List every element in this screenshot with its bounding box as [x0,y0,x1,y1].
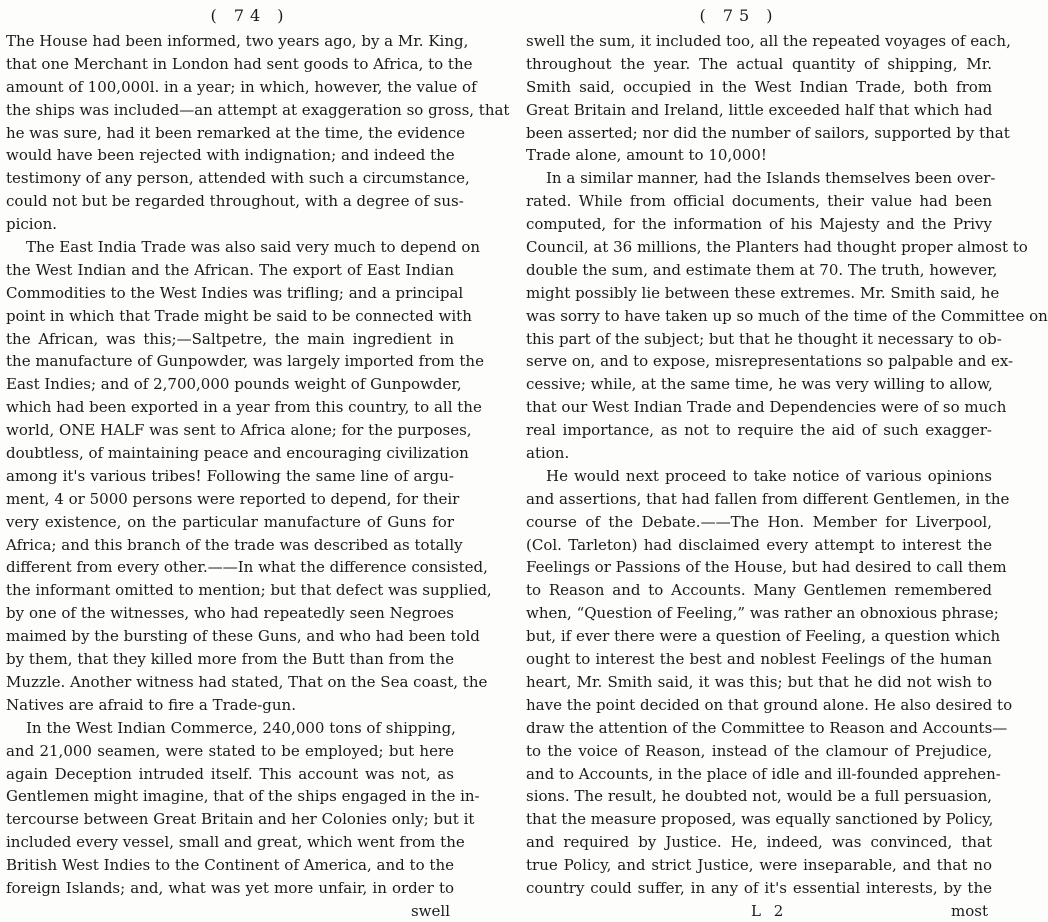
text-line: that the measure proposed, was equally sanctioned by Policy, [526,810,994,829]
text-line: foreign Islands; and, what was yet more unfair, in order to [6,878,454,897]
text-line: rated. While from official documents, their value had been [526,192,992,211]
text-line: by them, that they killed more from the Butt than from the [6,650,454,669]
text-line: very existence, on the particular manufacture of Guns for [6,512,454,531]
text-line: Natives are afraid to fire a Trade-gun. [6,695,296,714]
text-line: but, if ever there were a question of Feeling, a question which [526,627,1001,646]
text-line: sions. The result, he doubted not, would be a full persuasion, [526,787,992,806]
text-line: and required by Justice. He, indeed, was convinced, that [526,833,992,852]
text-line: Trade alone, amount to 10,000! [526,146,767,165]
text-line: real importance, as not to require the aid of such exagger- [526,421,992,440]
text-line: Muzzle. Another witness had stated, That on the Sea coast, the [6,672,488,691]
text-line: Commodities to the West Indies was trifling; and a principal [6,283,464,302]
text-line: Smith said, occupied in the West Indian Trade, both from [526,77,992,96]
text-line: computed, for the information of his Majesty and the Privy [526,215,992,234]
text-line: Gentlemen might imagine, that of the ships engaged in the in- [6,787,480,806]
text-line: included every vessel, small and great, which went from the [6,833,465,852]
text-line: (Col. Tarleton) had disclaimed every attempt to interest the [526,535,992,554]
text-line: cessive; while, at the same time, he was very willing to allow, [526,375,993,394]
text-line: world, ONE HALF was sent to Africa alone; for the purposes, [6,421,472,440]
text-line: British West Indies to the Continent of America, and to the [6,856,454,875]
text-line: doubtless, of maintaining peace and encouraging civilization [6,444,469,463]
text-line: was sorry to have taken up so much of the time of the Committee on [526,306,1048,325]
text-line: which had been exported in a year from this country, to all the [6,398,482,417]
text-line: ment, 4 or 5000 persons were reported to depend, for their [6,489,460,508]
text-line: different from every other.——In what the difference consisted, [6,558,488,577]
text-line: double the sum, and estimate them at 70. The truth, however, [526,260,998,279]
text-line: maimed by the bursting of these Guns, and who had been told [6,627,480,646]
right-footer [526,900,992,922]
text-line: amount of 100,000l. in a year; in which, however, the value of [6,77,477,96]
text-line: would have been rejected with indignation; and indeed the [6,146,455,165]
text-line: that our West Indian Trade and Dependencies were of so much [526,398,1007,417]
page-number-right: ( 75 ) [699,6,779,25]
left-text-block [6,30,510,900]
text-line: Great Britain and Ireland, little exceeded half that which had [526,100,993,119]
text-line: ation. [526,444,570,463]
text-line: and 21,000 seamen, were stated to be employed; but here [6,741,454,760]
text-line: this part of the subject; but that he thought it necessary to ob- [526,329,1002,348]
text-line: swell the sum, it included too, all the repeated voyages of each, [526,32,1011,50]
text-line: The House had been informed, two years ago, by a Mr. King, [6,32,469,50]
text-line: serve on, and to expose, misrepresentations so palpable and ex- [526,352,1014,371]
text-line: the informant omitted to mention; but that defect was supplied, [6,581,492,600]
text-line: to the voice of Reason, instead of the clamour of Prejudice, [526,741,992,760]
text-line: testimony of any person, attended with such a circumstance, [6,169,470,188]
text-line: he was sure, had it been remarked at the time, the evidence [6,123,466,142]
text-line: and to Accounts, in the place of idle and ill-founded apprehen- [526,764,1001,783]
text-line: the West Indian and the African. The export of East Indian [6,260,454,279]
text-line: the manufacture of Gunpowder, was largely imported from the [6,352,484,371]
text-line: when, “Question of Feeling,” was rather an obnoxious phrase; [526,604,999,623]
text-line: and assertions, that had fallen from different Gentlemen, in the [526,489,1010,508]
signature-mark: L 2 [751,901,788,920]
text-line: ought to interest the best and noblest Feelings of the human [526,650,992,669]
text-line: might possibly lie between these extremes. Mr. Smith said, he [526,283,1000,302]
text-line: point in which that Trade might be said to be connected with [6,306,472,325]
text-line: among it's various tribes! Following the same line of argu- [6,466,454,485]
text-line: that one Merchant in London had sent goods to Africa, to the [6,54,473,73]
text-line: He would next proceed to take notice of various opinions [546,466,992,485]
text-line: tercourse between Great Britain and her Colonies only; but it [6,810,475,829]
right-page [500,0,1048,920]
catchword-left: swell [410,901,450,920]
catchword-right: most [951,901,988,920]
left-footer [6,900,454,922]
text-line: The East India Trade was also said very much to depend on [26,238,481,257]
text-line: the ships was included—an attempt at exaggeration so gross, that [6,100,510,119]
text-line: In a similar manner, had the Islands themselves been over- [546,169,996,188]
page-number-left: ( 74 ) [210,6,290,25]
text-line: Africa; and this branch of the trade was described as totally [6,535,463,554]
text-line: been asserted; nor did the number of sailors, supported by that [526,123,1010,142]
text-line: Council, at 36 millions, the Planters had thought proper almost to [526,238,1028,257]
text-line: have the point decided on that ground alone. He also desired to [526,695,1013,714]
text-line: the African, was this;—Saltpetre, the main ingredient in [6,329,454,348]
text-line: Feelings or Passions of the House, but had desired to call them [526,558,1007,577]
text-line: draw the attention of the Committee to Reason and Accounts— [526,718,1008,737]
left-page [0,0,510,920]
text-line: country could suffer, in any of it's essential interests, by the [526,878,992,897]
text-line: could not but be regarded throughout, with a degree of sus- [6,192,464,211]
text-line: to Reason and to Accounts. Many Gentlemen remembered [526,581,992,600]
text-line: In the West Indian Commerce, 240,000 tons of shipping, [26,718,456,737]
right-text-block [526,30,1048,900]
text-line: course of the Debate.——The Hon. Member for Liverpool, [526,512,992,531]
text-line: throughout the year. The actual quantity of shipping, Mr. [526,54,992,73]
text-line: heart, Mr. Smith said, it was this; but that he did not wish to [526,672,992,691]
text-line: East Indies; and of 2,700,000 pounds weight of Gunpowder, [6,375,462,394]
text-line: picion. [6,215,58,234]
text-line: again Deception intruded itself. This account was not, as [6,764,454,783]
text-line: by one of the witnesses, who had repeatedly seen Negroes [6,604,454,623]
text-line: true Policy, and strict Justice, were inseparable, and that no [526,856,992,875]
